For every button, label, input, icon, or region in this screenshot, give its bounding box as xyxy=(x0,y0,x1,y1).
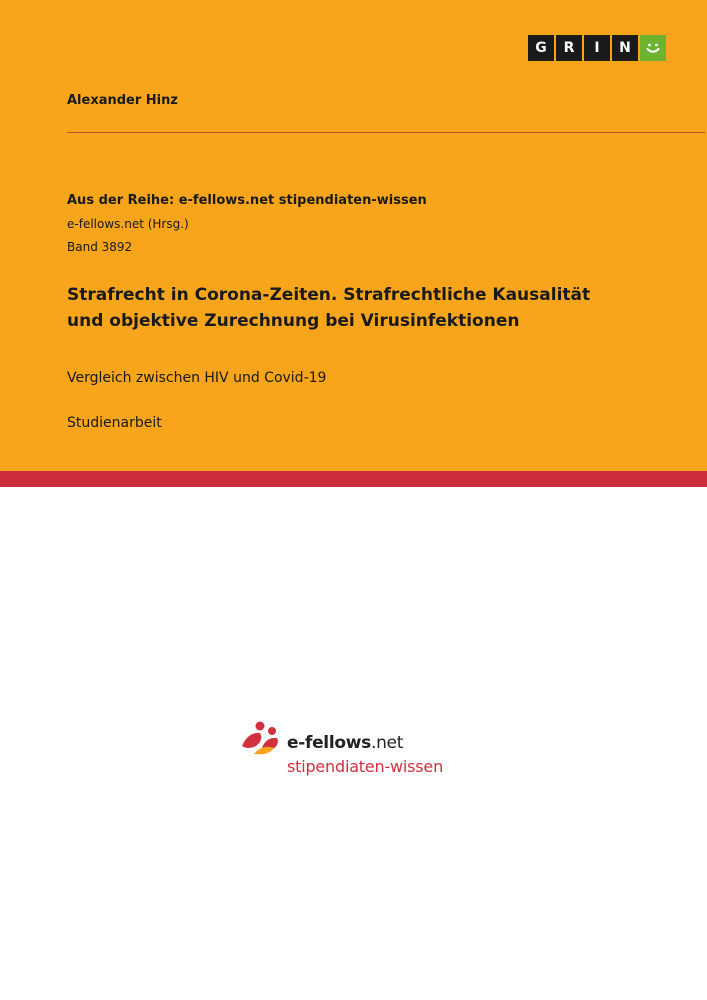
grin-letter-r: R xyxy=(556,35,582,61)
author-name: Alexander Hinz xyxy=(67,93,178,108)
e-fellows-logo xyxy=(240,720,480,780)
book-subtitle: Vergleich zwischen HIV und Covid-19 xyxy=(67,370,327,386)
divider-line xyxy=(67,132,705,133)
e-fellows-tagline: stipendiaten-wissen xyxy=(287,757,444,776)
grin-logo xyxy=(528,35,666,61)
book-title-line: und objektive Zurechnung bei Virusinfektionen xyxy=(67,311,520,331)
smiley-icon xyxy=(640,35,666,61)
e-fellows-name-bold: e-fellows xyxy=(287,733,371,753)
e-fellows-name xyxy=(287,733,403,753)
cover-red-band xyxy=(0,471,707,487)
book-title xyxy=(67,282,667,334)
cover-panel xyxy=(0,0,707,471)
e-fellows-name-light: .net xyxy=(370,733,404,753)
grin-letter-n: N xyxy=(612,35,638,61)
grin-letter-g: G xyxy=(528,35,554,61)
document-type: Studienarbeit xyxy=(67,415,162,431)
book-title-line: Strafrecht in Corona-Zeiten. Strafrechtliche Kausalität xyxy=(67,285,591,305)
grin-letter-i: I xyxy=(584,35,610,61)
e-fellows-figures-icon xyxy=(240,720,284,756)
volume-label: Band 3892 xyxy=(67,240,133,254)
series-label: Aus der Reihe: e-fellows.net stipendiaten-wissen xyxy=(67,193,427,208)
editor-label: e-fellows.net (Hrsg.) xyxy=(67,217,189,231)
